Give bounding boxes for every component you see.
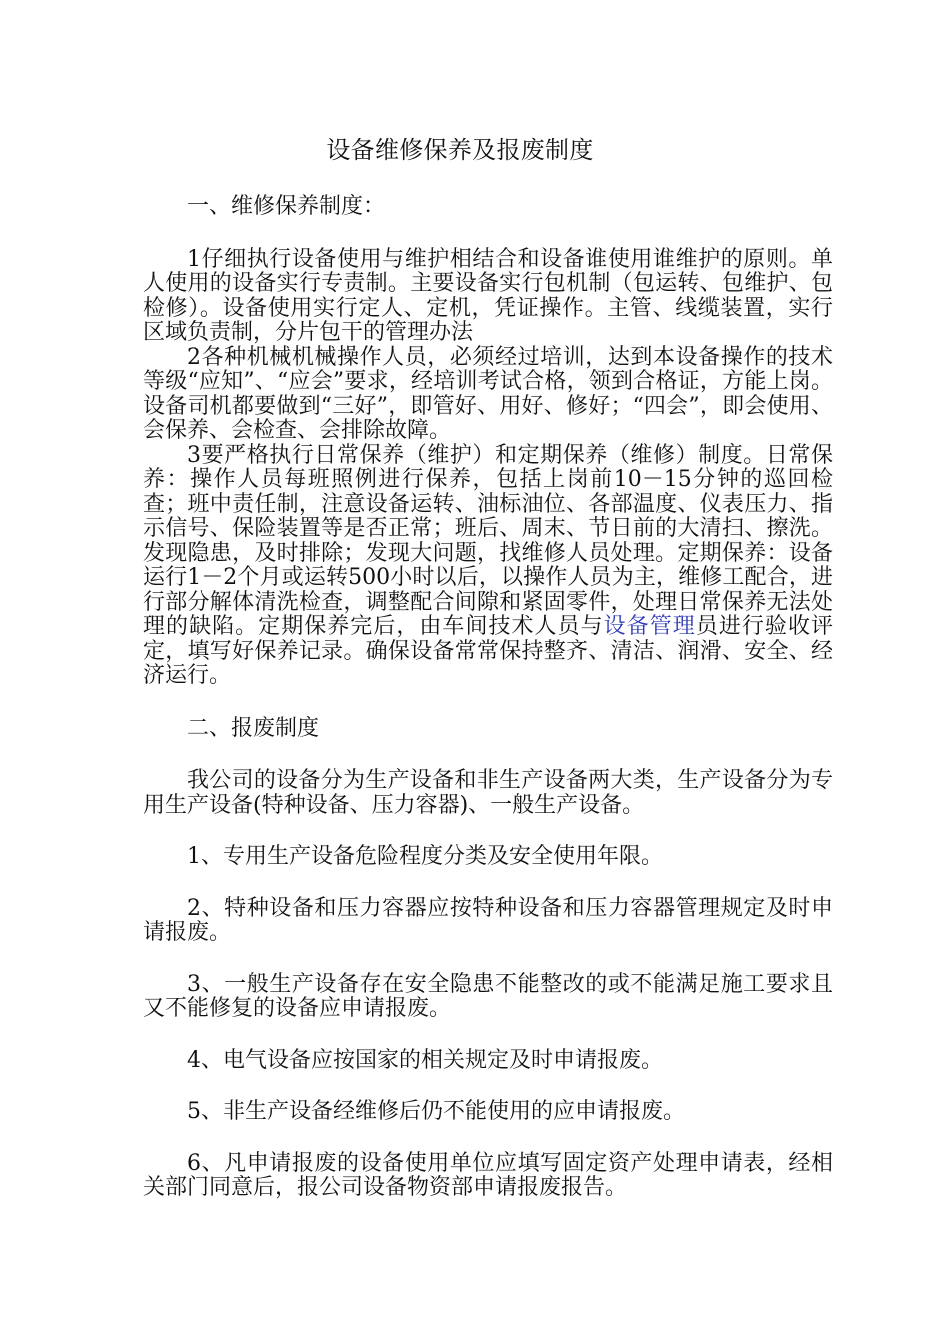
maintenance-paragraph-3-text-before-link: 3要严格执行日常保养（维护）和定期保养（维修）制度。日常保养：操作人员每班照例进行保养，包括上岗前10－15分钟的巡回检查；班中责任制，注意设备运转、油标油位、各部温度、仪表压力、指示信号、保险装置等是否正常；班后、周末、节日前的大清扫、擦洗。发现隐患，及时排除；发现大问题，找维修人员处理。定期保养：设备运行1－2个月或运转500小时以后，以操作人员为主，维修工配合，进行部分解体清洗检查，调整配合间隙和紧固零件，处理日常保养无法处理的缺陷。定期保养完后，由车间技术人员与 — [143, 442, 833, 639]
scrapping-item-4: 4、电气设备应按国家的相关规定及时申请报废。 — [187, 1047, 663, 1073]
section-heading-scrapping: 二、报废制度 — [187, 715, 320, 741]
scrapping-item-6: 6、凡申请报废的设备使用单位应填写固定资产处理申请表，经相关部门同意后，报公司设备物资部申请报废报告。 — [143, 1150, 833, 1200]
document-content — [143, 195, 833, 1201]
scrapping-item-5: 5、非生产设备经维修后仍不能使用的应申请报废。 — [187, 1099, 685, 1124]
scrapping-item-3: 3、一般生产设备存在安全隐患不能整改的或不能满足施工要求且又不能修复的设备应申请报废。 — [143, 971, 833, 1021]
scrapping-item-2: 2、特种设备和压力容器应按特种设备和压力容器管理规定及时申请报废。 — [143, 895, 833, 945]
maintenance-paragraph-1: 1仔细执行设备使用与维护相结合和设备谁使用谁维护的原则。单人使用的设备实行专责制。主要设备实行包机制（包运转、包维护、包检修）。设备使用实行定人、定机，凭证操作。主管、线缆装置，实行区域负责制，分片包干的管理办法 — [143, 246, 833, 345]
section-heading-maintenance: 一、维修保养制度： — [187, 194, 386, 219]
equipment-management-link[interactable]: 设备管理 — [603, 614, 696, 639]
document-title: 设备维修保养及报废制度 — [326, 136, 594, 164]
maintenance-paragraph-3-text-after-link: 员进行验收评定，填写好保养记录。确保设备常常保持整齐、清洁、润滑、安全、经济运行。 — [143, 614, 833, 688]
scrapping-item-1: 1、专用生产设备危险程度分类及安全使用年限。 — [187, 844, 663, 869]
scrapping-intro-paragraph: 我公司的设备分为生产设备和非生产设备两大类，生产设备分为专用生产设备(特种设备、压力容器)、一般生产设备。 — [143, 768, 833, 818]
maintenance-paragraph-3 — [143, 444, 833, 689]
maintenance-paragraph-2: 2各种机械机械操作人员，必须经过培训，达到本设备操作的技术等级“应知”、“应会”要求，经培训考试合格，领到合格证，方能上岗。设备司机都要做到“三好”，即管好、用好、修好；“四会”，即会使用、会保养、会检查、会排除故障。 — [143, 344, 833, 443]
